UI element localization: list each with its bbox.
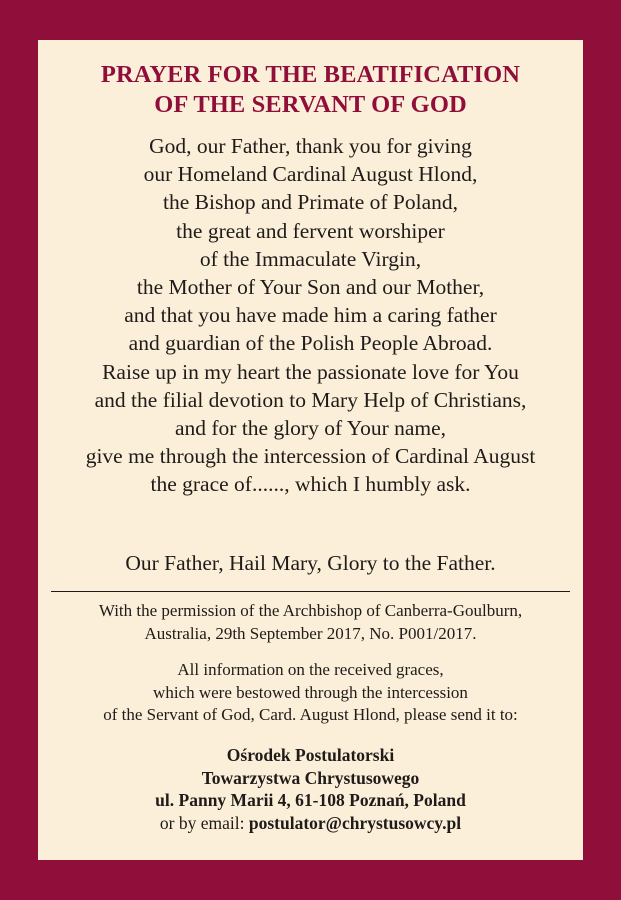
prayer-line: the great and fervent worshiper (176, 218, 445, 243)
prayer-line: God, our Father, thank you for giving (149, 134, 472, 158)
organization-name-2: Towarzystwa Chrystusowego (201, 767, 420, 788)
prayer-card (38, 40, 583, 860)
prayer-line: Raise up in my heart the passionate love for You (102, 359, 519, 384)
email-address[interactable]: postulator@chrystusowcy.pl (248, 812, 462, 833)
section-divider (51, 591, 570, 592)
permission-notice (38, 600, 583, 645)
email-prefix: or by email: (159, 812, 249, 833)
prayer-line: our Homeland Cardinal August Hlond, (143, 162, 478, 187)
postal-address: ul. Panny Marii 4, 61-108 Poznań, Poland (155, 790, 466, 810)
prayer-text (38, 132, 583, 499)
prayer-line: give me through the intercession of Cardinal August (85, 444, 536, 469)
permission-line-2: Australia, 29th September 2017, No. P001/2017. (144, 623, 477, 643)
prayer-line: and guardian of the Polish People Abroad. (128, 331, 493, 356)
prayer-line: the grace of......, which I humbly ask. (150, 472, 471, 497)
title-line-1: PRAYER FOR THE BEATIFICATION (100, 61, 521, 88)
info-line-2: which were bestowed through the intercession (153, 682, 468, 702)
information-request (38, 659, 583, 727)
prayer-line: the Bishop and Primate of Poland, (163, 190, 458, 215)
prayer-closing: Our Father, Hail Mary, Glory to the Father. (125, 551, 496, 575)
permission-line-1: With the permission of the Archbishop of Canberra-Goulburn, (98, 601, 523, 620)
prayer-line: and for the glory of Your name, (174, 416, 447, 441)
prayer-line: and the filial devotion to Mary Help of Christians, (94, 387, 527, 412)
prayer-line: of the Immaculate Virgin, (199, 246, 422, 271)
organization-name-1: Ośrodek Postulatorski (226, 745, 395, 765)
prayer-line: and that you have made him a caring father (124, 303, 497, 328)
info-line-1: All information on the received graces, (177, 660, 444, 679)
email-line (38, 812, 583, 835)
prayer-line: the Mother of Your Son and our Mother, (136, 275, 485, 300)
prayer-title (38, 60, 583, 120)
title-line-2: OF THE SERVANT OF GOD (154, 91, 467, 118)
info-line-3: of the Servant of God, Card. August Hlond, please send it to: (103, 705, 518, 724)
contact-block (38, 744, 583, 834)
